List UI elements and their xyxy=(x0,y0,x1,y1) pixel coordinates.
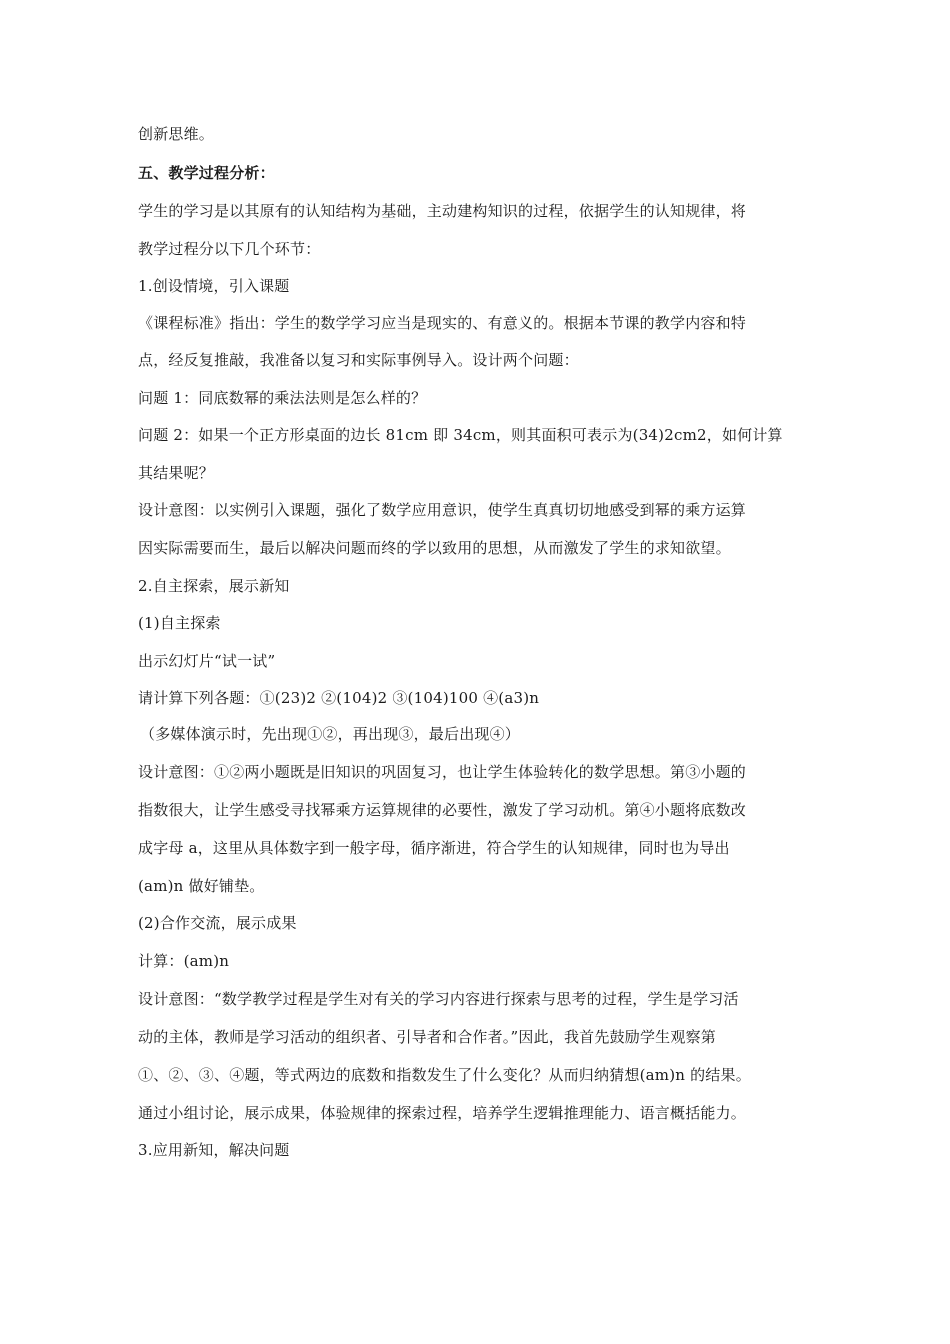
paragraph-line: （多媒体演示时，先出现①②，再出现③，最后出现④） xyxy=(140,725,521,743)
paragraph-line: 问题 2：如果一个正方形桌面的边长 81cm 即 34cm，则其面积可表示为(34)2cm2，如何计算 xyxy=(138,426,783,444)
subheading: 3.应用新知，解决问题 xyxy=(138,1141,290,1159)
paragraph-line: 设计意图：①②两小题既是旧知识的巩固复习，也让学生体验转化的数学思想。第③小题的 xyxy=(138,763,747,781)
paragraph-line: 动的主体，教师是学习活动的组织者、引导者和合作者。”因此，我首先鼓励学生观察第 xyxy=(138,1028,716,1046)
paragraph-line: 计算：(am)n xyxy=(138,952,230,970)
paragraph-line: (am)n 做好铺垫。 xyxy=(138,877,265,895)
paragraph-line: 设计意图：以实例引入课题，强化了数学应用意识，使学生真真切切地感受到幂的乘方运算 xyxy=(138,501,747,519)
paragraph-line: 问题 1：同底数幂的乘法法则是怎么样的？ xyxy=(138,389,427,407)
subheading: (2)合作交流，展示成果 xyxy=(138,914,297,932)
subheading: 1.创设情境，引入课题 xyxy=(138,277,290,295)
paragraph-line: 其结果呢？ xyxy=(138,464,215,482)
section-heading: 五、教学过程分析： xyxy=(138,164,275,182)
paragraph-line: 通过小组讨论，展示成果，体验规律的探索过程，培养学生逻辑推理能力、语言概括能力。 xyxy=(138,1104,747,1122)
paragraph-line: 创新思维。 xyxy=(138,125,215,143)
paragraph-line: 请计算下列各题：①(23)2 ②(104)2 ③(104)100 ④(a3)n xyxy=(138,689,540,707)
paragraph-line: ①、②、③、④题，等式两边的底数和指数发生了什么变化？从而归纳猜想(am)n 的结果。 xyxy=(138,1066,751,1084)
paragraph-line: 《课程标准》指出：学生的数学学习应当是现实的、有意义的。根据本节课的教学内容和特 xyxy=(138,314,747,332)
paragraph-line: 学生的学习是以其原有的认知结构为基础，主动建构知识的过程，依据学生的认知规律，将 xyxy=(138,202,747,220)
paragraph-line: 成字母 a，这里从具体数字到一般字母，循序渐进，符合学生的认知规律，同时也为导出 xyxy=(138,839,730,857)
paragraph-line: 设计意图：“数学教学过程是学生对有关的学习内容进行探索与思考的过程，学生是学习活 xyxy=(138,990,739,1008)
paragraph-line: (1)自主探索 xyxy=(138,614,221,632)
paragraph-line: 指数很大，让学生感受寻找幂乘方运算规律的必要性，激发了学习动机。第④小题将底数改 xyxy=(138,801,747,819)
subheading: 2.自主探索，展示新知 xyxy=(138,577,290,595)
paragraph-line: 出示幻灯片“试一试” xyxy=(138,652,276,670)
paragraph-line: 因实际需要而生，最后以解决问题而终的学以致用的思想，从而激发了学生的求知欲望。 xyxy=(138,539,731,557)
paragraph-line: 点，经反复推敲，我准备以复习和实际事例导入。设计两个问题： xyxy=(138,351,579,369)
paragraph-line: 教学过程分以下几个环节： xyxy=(138,240,321,258)
